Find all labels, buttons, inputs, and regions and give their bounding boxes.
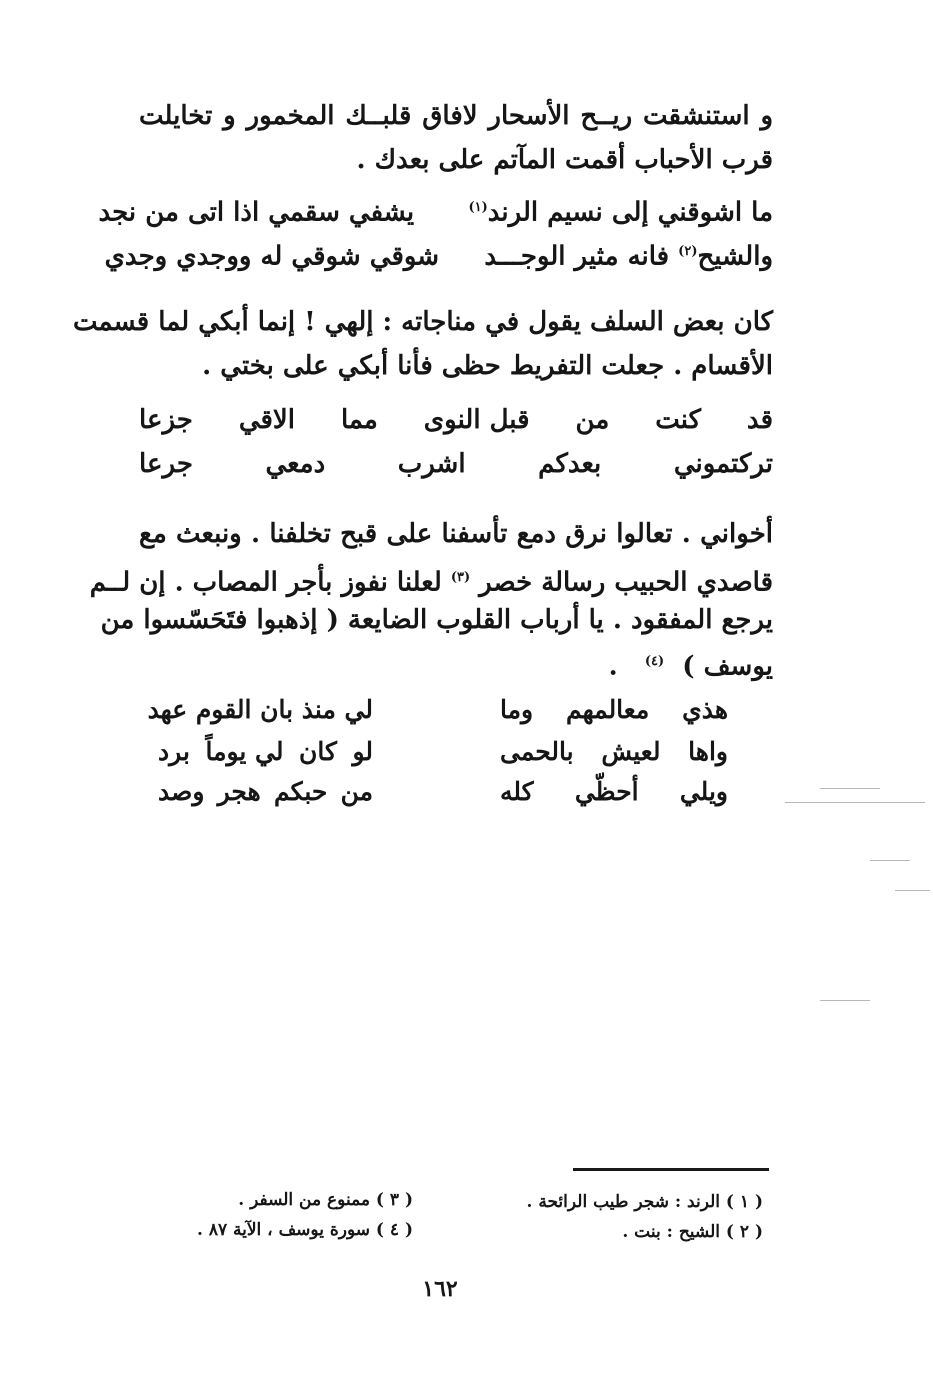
paragraph1-line2: قرب الأحباب أقمت المآتم على بعدك . [356, 145, 773, 175]
poem-line2-right [500, 732, 728, 772]
verse2-row1 [139, 398, 773, 442]
footnote-ref-2: (٢) [678, 244, 698, 259]
poem-word: كله [500, 777, 534, 806]
verse2-word: الاقي [238, 405, 295, 435]
paragraph3-line2-first: قاصدي الحبيب رسالة خصر [479, 567, 773, 598]
poem-word: لعيش [601, 737, 661, 766]
verse2-word: قد [746, 405, 773, 435]
scan-artifact [820, 1000, 870, 1001]
poem-word: ويلي [679, 777, 728, 806]
poem-word: أحظّي [574, 777, 639, 806]
verse2-word: مما [340, 405, 378, 435]
footnote-4: ( ٤ ) سورة يوسف ، الآية ٨٧ . [196, 1220, 413, 1240]
footnote-1: ( ١ ) الرند : شجر طيب الرائحة . [526, 1192, 763, 1212]
verse2-word: تركتموني [673, 449, 773, 479]
paragraph3-line4-first: يوسف ) [682, 651, 773, 682]
poem-word: بالحمى [500, 737, 574, 766]
poem-line2-left [158, 732, 373, 772]
verse1-line1-second: يشفي سقمي اذا اتى من نجد [98, 197, 415, 228]
poem-word: واها [688, 737, 728, 766]
poem-word: لي يوماً [205, 737, 284, 766]
verse2-word: جرعا [139, 449, 193, 479]
poem-word: برد [158, 737, 190, 766]
verse2-word: جزعا [139, 405, 193, 435]
verse2-word: دمعي [265, 449, 326, 479]
poem-line1-right [500, 690, 728, 730]
scan-artifact [820, 788, 880, 789]
footnote-3: ( ٣ ) ممنوع من السفر . [238, 1190, 413, 1210]
poem-word: حبكم [273, 777, 328, 806]
poem-word: لو [352, 737, 373, 766]
poem-line1-left [147, 690, 373, 730]
verse2-row2 [139, 442, 773, 486]
paragraph3-line3: يرجع المفقود . يا أرباب القلوب الضايعة ( إذهبوا فتَحَسّسوا من [100, 605, 773, 635]
paragraph3-line4-end: . [608, 651, 618, 682]
verse2-word: كنت [655, 405, 701, 435]
verse1-line2-second: فانه مثير الوجـــد [484, 241, 670, 272]
verse1-line2-third: شوقي شوقي له ووجدي وجدي [104, 241, 440, 272]
footnote-2: ( ٢ ) الشيح : بنت . [622, 1222, 763, 1242]
paragraph3-line1: أخواني . تعالوا نرق دمع تأسفنا على قبح تخلفنا . ونبعث مع [139, 519, 773, 549]
poem-word: وما [500, 695, 534, 724]
verse2-word: من [575, 405, 610, 435]
poem-word: من [340, 777, 373, 806]
poem-word: لي منذ بان القوم عهد [147, 695, 373, 724]
page-number: ١٦٢ [422, 1276, 458, 1302]
poem-word: معالمهم [565, 695, 650, 724]
paragraph2-line2: الأقسام . جعلت التفريط حظى فأنا أبكي على بختي . [202, 351, 773, 381]
poem-word: هجر [217, 777, 261, 806]
poem-line3-left [158, 772, 373, 812]
paragraph1-line1: و استنشقت ريــح الأسحار لافاق قلبــك المخمور و تخايلت [139, 101, 773, 131]
verse1-line1 [98, 186, 773, 235]
paragraph3-line2-second: لعلنا نفوز بأجر المصاب . إن لــم [89, 567, 442, 598]
footnote-ref-3: (٣) [450, 570, 471, 585]
paragraph3-line4 [609, 640, 773, 689]
footnote-separator [573, 1168, 769, 1171]
paragraph2-line1: كان بعض السلف يقول في مناجاته : إلهي ! إنما أبكي لما قسمت [73, 307, 773, 337]
scan-artifact [785, 802, 925, 803]
verse2-word: بعدكم [538, 449, 602, 479]
poem-line3-right [500, 772, 728, 812]
poem-word: كان [299, 737, 337, 766]
footnote-ref-1: (١) [468, 200, 488, 215]
footnote-ref-4: (٤) [644, 654, 665, 669]
verse2-word: اشرب [397, 449, 466, 479]
verse1-line2-first: والشيح [697, 241, 773, 272]
scan-artifact [895, 890, 930, 891]
verse2-word: قبل النوى [423, 405, 530, 435]
poem-word: هذي [682, 695, 728, 724]
verse1-line1-first: ما اشوقني إلى نسيم الرند [487, 197, 773, 228]
poem-word: وصد [158, 777, 205, 806]
verse1-line2 [104, 230, 773, 279]
scan-artifact [870, 860, 910, 861]
